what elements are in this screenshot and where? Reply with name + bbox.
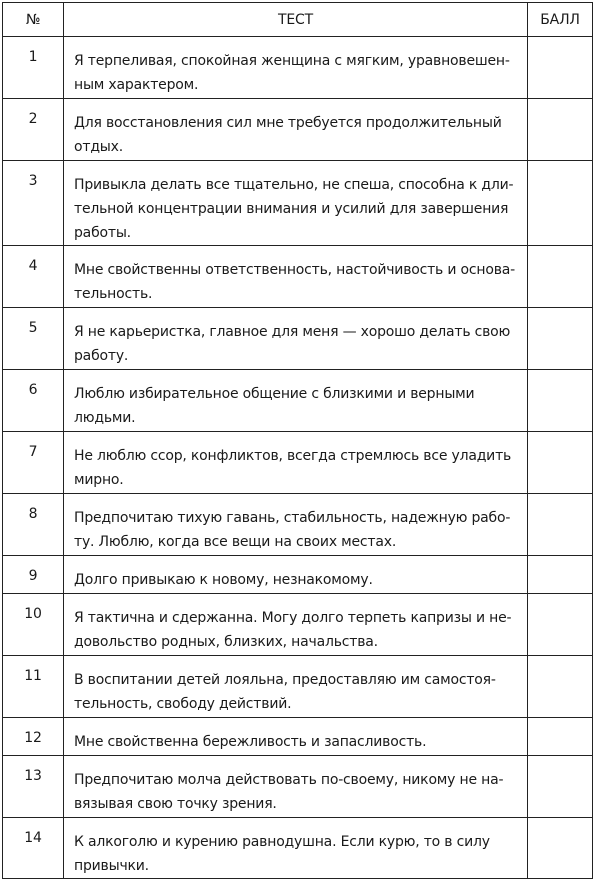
row-number: 3: [3, 161, 64, 246]
score-cell[interactable]: [528, 594, 593, 656]
header-score: БАЛЛ: [528, 3, 593, 37]
statement-line: тельность, свободу действий.: [74, 696, 292, 712]
row-number: 13: [3, 756, 64, 818]
statement-line: Я терпеливая, спокойная женщина с мягким, уравновешен-: [74, 53, 510, 69]
row-number: 2: [3, 99, 64, 161]
row-number: 14: [3, 818, 64, 879]
statement-line: Привыкла делать все тщательно, не спеша, способна к дли-: [74, 177, 514, 193]
table-row: [3, 556, 593, 594]
header-number: №: [3, 3, 64, 37]
score-cell[interactable]: [528, 161, 593, 246]
statement-line: К алкоголю и курению равнодушна. Если курю, то в силу: [74, 834, 490, 850]
score-cell[interactable]: [528, 656, 593, 718]
statement-line: Предпочитаю молча действовать по-своему, никому не на-: [74, 772, 504, 788]
table-row: [3, 308, 593, 370]
score-cell[interactable]: [528, 308, 593, 370]
table-row: [3, 161, 593, 246]
statement-text: [64, 370, 528, 432]
test-table: [2, 2, 593, 879]
table-row: [3, 494, 593, 556]
score-cell[interactable]: [528, 246, 593, 308]
header-test: ТЕСТ: [64, 3, 528, 37]
statement-line: Я не карьеристка, главное для меня — хорошо делать свою: [74, 324, 511, 340]
statement-text: [64, 161, 528, 246]
statement-line: работу.: [74, 348, 129, 364]
statement-text: [64, 556, 528, 594]
row-number: 10: [3, 594, 64, 656]
row-number: 11: [3, 656, 64, 718]
score-cell[interactable]: [528, 818, 593, 879]
table-row: [3, 594, 593, 656]
score-cell[interactable]: [528, 494, 593, 556]
table-row: [3, 432, 593, 494]
statement-line: Я тактична и сдержанна. Могу долго терпеть капризы и не-: [74, 610, 512, 626]
statement-line: Предпочитаю тихую гавань, стабильность, надежную рабо-: [74, 510, 511, 526]
statement-line: работы.: [74, 225, 131, 241]
statement-line: привычки.: [74, 858, 149, 874]
statement-line: Мне свойственны ответственность, настойчивость и основа-: [74, 262, 515, 278]
score-cell[interactable]: [528, 37, 593, 99]
statement-text: [64, 718, 528, 756]
statement-line: людьми.: [74, 410, 136, 426]
row-number: 12: [3, 718, 64, 756]
statement-line: отдых.: [74, 139, 123, 155]
statement-line: Для восстановления сил мне требуется продолжительный: [74, 115, 502, 131]
statement-line: тельной концентрации внимания и усилий для завершения: [74, 201, 509, 217]
score-cell[interactable]: [528, 370, 593, 432]
statement-line: Не люблю ссор, конфликтов, всегда стремлюсь все уладить: [74, 448, 512, 464]
statement-text: [64, 99, 528, 161]
row-number: 1: [3, 37, 64, 99]
table-row: [3, 246, 593, 308]
score-cell[interactable]: [528, 718, 593, 756]
table-row: [3, 818, 593, 879]
statement-text: [64, 494, 528, 556]
statement-text: [64, 594, 528, 656]
row-number: 4: [3, 246, 64, 308]
table-row: [3, 718, 593, 756]
row-number: 9: [3, 556, 64, 594]
score-cell[interactable]: [528, 756, 593, 818]
table-row: [3, 656, 593, 718]
score-cell[interactable]: [528, 99, 593, 161]
statement-line: Долго привыкаю к новому, незнакомому.: [74, 572, 373, 588]
table-row: [3, 99, 593, 161]
row-number: 5: [3, 308, 64, 370]
table-row: [3, 37, 593, 99]
statement-text: [64, 308, 528, 370]
statement-text: [64, 37, 528, 99]
header-row: [3, 3, 593, 37]
statement-line: вязывая свою точку зрения.: [74, 796, 277, 812]
statement-line: Мне свойственна бережливость и запасливость.: [74, 734, 427, 750]
statement-line: В воспитании детей лояльна, предоставляю им самостоя-: [74, 672, 496, 688]
row-number: 7: [3, 432, 64, 494]
table-row: [3, 756, 593, 818]
statement-text: [64, 656, 528, 718]
row-number: 8: [3, 494, 64, 556]
row-number: 6: [3, 370, 64, 432]
statement-line: ту. Люблю, когда все вещи на своих местах.: [74, 534, 397, 550]
statement-line: тельность.: [74, 286, 153, 302]
statement-text: [64, 818, 528, 879]
statement-line: мирно.: [74, 472, 124, 488]
statement-line: довольство родных, близких, начальства.: [74, 634, 378, 650]
statement-line: ным характером.: [74, 77, 199, 93]
statement-text: [64, 756, 528, 818]
table-row: [3, 370, 593, 432]
score-cell[interactable]: [528, 556, 593, 594]
statement-text: [64, 432, 528, 494]
statement-line: Люблю избирательное общение с близкими и верными: [74, 386, 475, 402]
statement-text: [64, 246, 528, 308]
score-cell[interactable]: [528, 432, 593, 494]
